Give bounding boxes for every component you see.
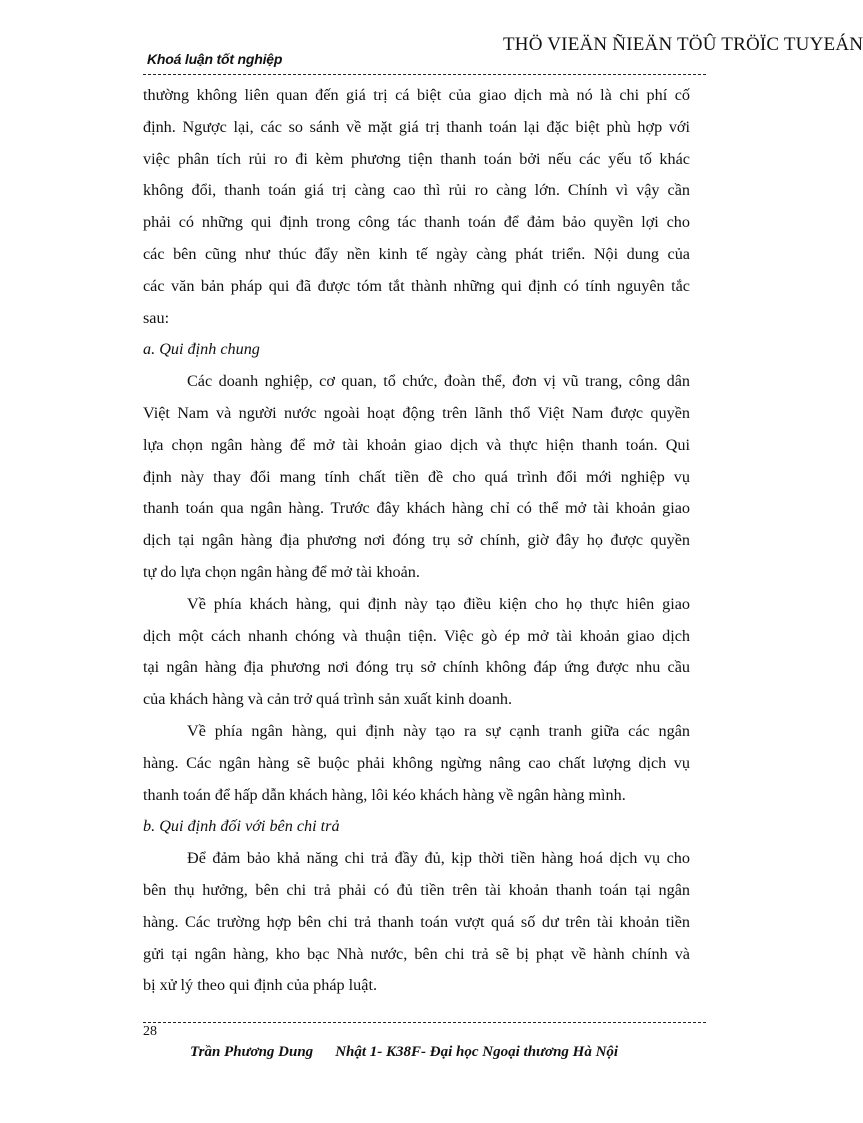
text-line: sau: — [143, 308, 170, 327]
text-line: dịch một cách nhanh chóng và thuận tiện. Việc gò ép mở tài khoản giao dịch — [143, 626, 690, 645]
section-heading-b: b. Qui định đối với bên chi trả — [143, 817, 340, 836]
text-line: định này thay đổi mang tính chất tiền đề cho quá trình đổi mới nghiệp vụ — [143, 467, 690, 486]
paragraph-general-rule — [143, 366, 690, 589]
text-line: thanh toán qua ngân hàng. Trước đây khách hàng chỉ có thể mở tài khoản giao — [143, 499, 690, 518]
text-line: định. Ngược lại, các so sánh về mặt giá trị thanh toán lại đặc biệt phù hợp với — [143, 117, 690, 136]
text-line: Việt Nam và người nước ngoài hoạt động trên lãnh thổ Việt Nam được quyền — [143, 403, 690, 422]
page-number: 28 — [143, 1024, 157, 1039]
footer-affiliation: Nhật 1- K38F- Đại học Ngoại thương Hà Nội — [335, 1044, 619, 1060]
paragraph-bank-side — [143, 716, 690, 811]
paragraph-customer-side — [143, 589, 690, 716]
paragraph-payer-rule — [143, 843, 690, 1002]
text-line: thanh toán để hấp dẫn khách hàng, lôi kéo khách hàng về ngân hàng mình. — [143, 785, 626, 804]
text-line: Để đảm bảo khả năng chi trả đầy đủ, kịp thời tiền hàng hoá dịch vụ cho — [187, 849, 690, 868]
text-line: hàng. Các ngân hàng sẽ buộc phải không ngừng nâng cao chất lượng dịch vụ — [143, 753, 690, 772]
text-line: thường không liên quan đến giá trị cá biệt của giao dịch mà nó là chi phí cố — [143, 86, 690, 104]
text-line: Về phía khách hàng, qui định này tạo điều kiện cho họ thực hiên giao — [187, 594, 690, 613]
text-line: lựa chọn ngân hàng để mở tài khoản giao dịch và thực hiện thanh toán. Qui — [143, 435, 690, 454]
footer-author: Trần Phương Dung — [190, 1044, 314, 1060]
page-body — [143, 80, 690, 1002]
section-heading-a: a. Qui định chung — [143, 340, 260, 359]
text-line: dịch tại ngân hàng địa phương nơi đóng trụ sở chính, giờ đây họ được quyền — [143, 531, 690, 550]
footer-credit — [190, 1044, 618, 1061]
paragraph-intro — [143, 80, 690, 334]
text-line: gửi tại ngân hàng, kho bạc Nhà nước, bên chi trả sẽ bị phạt về hành chính và — [143, 944, 690, 963]
text-line: Về phía ngân hàng, qui định này tạo ra sự cạnh tranh giữa các ngân — [187, 721, 690, 740]
text-line: bên thụ hưởng, bên chi trả phải có đủ tiền trên tài khoản thanh toán tại ngân — [143, 880, 690, 899]
text-line: tự do lựa chọn ngân hàng để mở tài khoản. — [143, 562, 420, 581]
text-line: các bên cũng như thúc đẩy nền kinh tế ngày càng phát triển. Nội dung của — [143, 244, 690, 263]
text-line: Các doanh nghiệp, cơ quan, tổ chức, đoàn thể, đơn vị vũ trang, công dân — [187, 372, 690, 391]
text-line: các văn bản pháp qui đã được tóm tắt thành những qui định có tính nguyên tắc — [143, 276, 690, 295]
header-divider — [143, 74, 706, 75]
text-line: phải có những qui định trong công tác thanh toán để đảm bảo quyền lợi cho — [143, 213, 690, 232]
text-line: việc phân tích rủi ro đi kèm phương tiện thanh toán bởi nếu các yếu tố khác — [143, 149, 690, 168]
text-line: bị xử lý theo qui định của pháp luật. — [143, 976, 378, 995]
text-line: hàng. Các trường hợp bên chi trả thanh toán vượt quá số dư trên tài khoản tiền — [143, 912, 690, 931]
header-library-label: THÖ VIEÄN ÑIEÄN TÖÛ TRÖÏC TUYEÁN — [503, 34, 863, 55]
header-title: Khoá luận tốt nghiệp — [147, 51, 283, 67]
text-line: tại ngân hàng địa phương nơi đóng trụ sở chính không đáp ứng được nhu cầu — [143, 658, 690, 677]
footer-divider — [143, 1022, 706, 1023]
text-line: không đổi, thanh toán giá trị càng cao thì rủi ro càng lớn. Chính vì vậy cần — [143, 181, 690, 200]
text-line: của khách hàng và cản trở quá trình sản xuất kinh doanh. — [143, 690, 513, 709]
